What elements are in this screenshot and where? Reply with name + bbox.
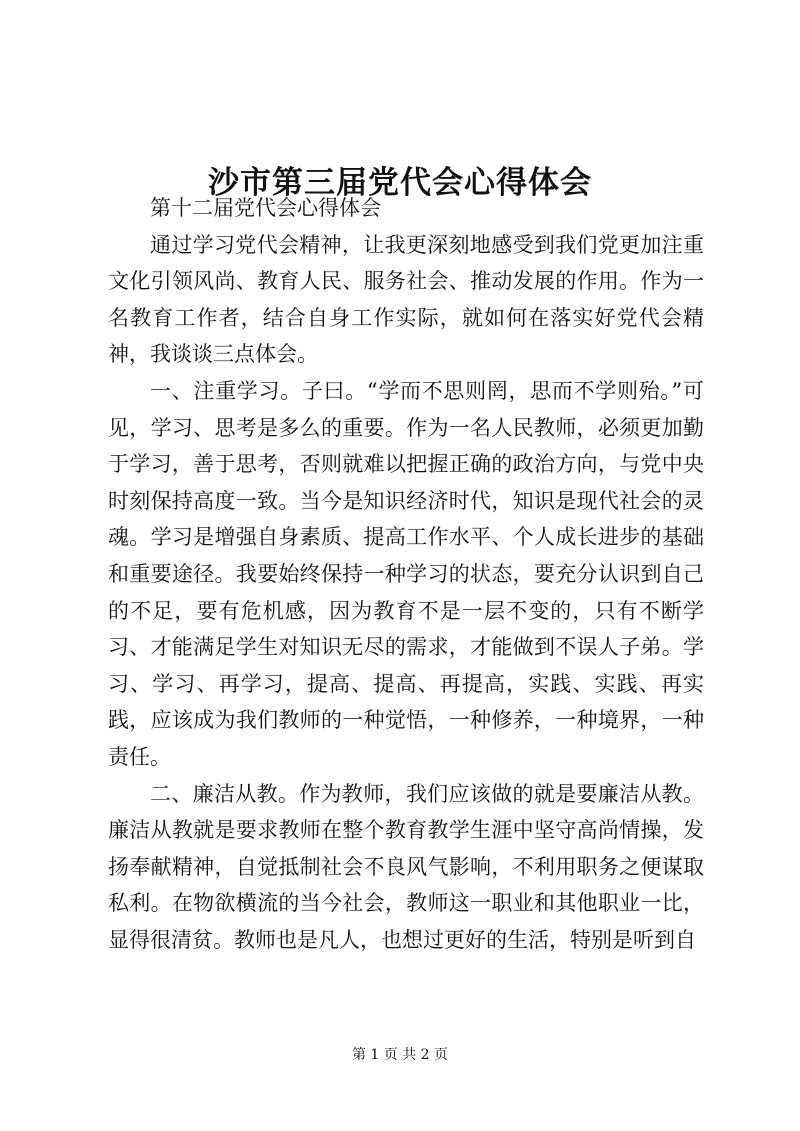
paragraph-point-one: 一、注重学习。子曰。“学而不思则罔，思而不学则殆。”可见，学习、思考是多么的重要。作为一名人民教师，必须更加勤于学习，善于思考，否则就难以把握正确的政治方向，与党中央时刻保持高度一致。当今是知识经济时代，知识是现代社会的灵魂。学习是增强自身素质、提高工作水平、个人成长进步的基础和重要途径。我要始终保持一种学习的状态，要充分认识到自己的不足，要有危机感，因为教育不是一层不变的，只有不断学习、才能满足学生对知识无尽的需求，才能做到不误人子弟。学习、学习、再学习，提高、提高、再提高，实践、实践、再实践，应该成为我们教师的一种觉悟，一种修养，一种境界，一种责任。 [108, 378, 704, 769]
paragraph-point-two: 二、廉洁从教。作为教师，我们应该做的就是要廉洁从教。廉洁从教就是要求教师在整个教育教学生涯中坚守高尚情操，发扬奉献精神，自觉抵制社会不良风气影响，不利用职务之便谋取私利。在物欲横流的当今社会，教师这一职业和其他职业一比，显得很清贫。教师也是凡人，也想过更好的生活，特别是听到自 [108, 781, 704, 952]
paragraph-subtitle: 第十二届党代会心得体会 [150, 196, 381, 220]
document-body [108, 190, 704, 958]
paragraph-intro: 通过学习党代会精神，让我更深刻地感受到我们党更加注重文化引领风尚、教育人民、服务社会、推动发展的作用。作为一名教育工作者，结合自身工作实际，就如何在落实好党代会精神，我谈谈三点体会。 [108, 232, 704, 367]
document-title: 沙市第三届党代会心得体会 [208, 164, 592, 201]
page-number-footer: 第 1 页 共 2 页 [351, 1047, 449, 1063]
